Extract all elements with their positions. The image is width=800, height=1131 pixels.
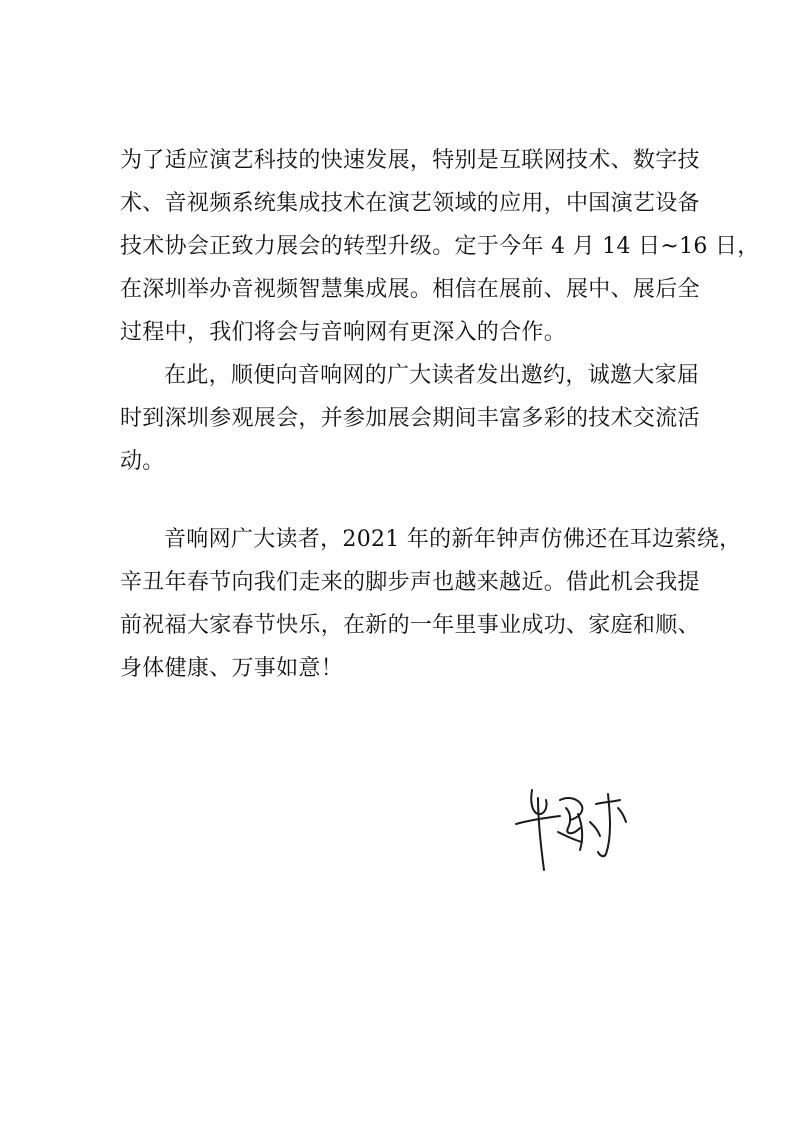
paragraph-line: 术、音视频系统集成技术在演艺领域的应用，中国演艺设备 bbox=[120, 191, 700, 216]
handwritten-signature bbox=[508, 778, 648, 878]
paragraph-line: 在此，顺便向音响网的广大读者发出邀约，诚邀大家届 bbox=[164, 363, 700, 388]
paragraph-line: 音响网广大读者，2021 年的新年钟声仿佛还在耳边萦绕， bbox=[164, 527, 742, 552]
paragraph-line: 在深圳举办音视频智慧集成展。相信在展前、展中、展后全 bbox=[120, 277, 700, 302]
paragraph-line: 时到深圳参观展会，并参加展会期间丰富多彩的技术交流活 bbox=[120, 406, 700, 431]
paragraph-line: 动。 bbox=[120, 449, 165, 474]
paragraph-line: 身体健康、万事如意！ bbox=[120, 656, 344, 681]
paragraph-line: 过程中，我们将会与音响网有更深入的合作。 bbox=[120, 320, 567, 345]
paragraph-line: 前祝福大家春节快乐，在新的一年里事业成功、家庭和顺、 bbox=[120, 613, 700, 638]
paragraph-line: 技术协会正致力展会的转型升级。定于今年 4 月 14 日~16 日， bbox=[120, 234, 760, 259]
paragraph-line: 辛丑年春节向我们走来的脚步声也越来越近。借此机会我提 bbox=[120, 570, 700, 595]
paragraph-1 bbox=[120, 139, 760, 354]
paragraph-3 bbox=[120, 518, 742, 690]
paragraph-line: 为了适应演艺科技的快速发展，特别是互联网技术、数字技 bbox=[120, 148, 700, 173]
paragraph-2 bbox=[120, 354, 700, 483]
